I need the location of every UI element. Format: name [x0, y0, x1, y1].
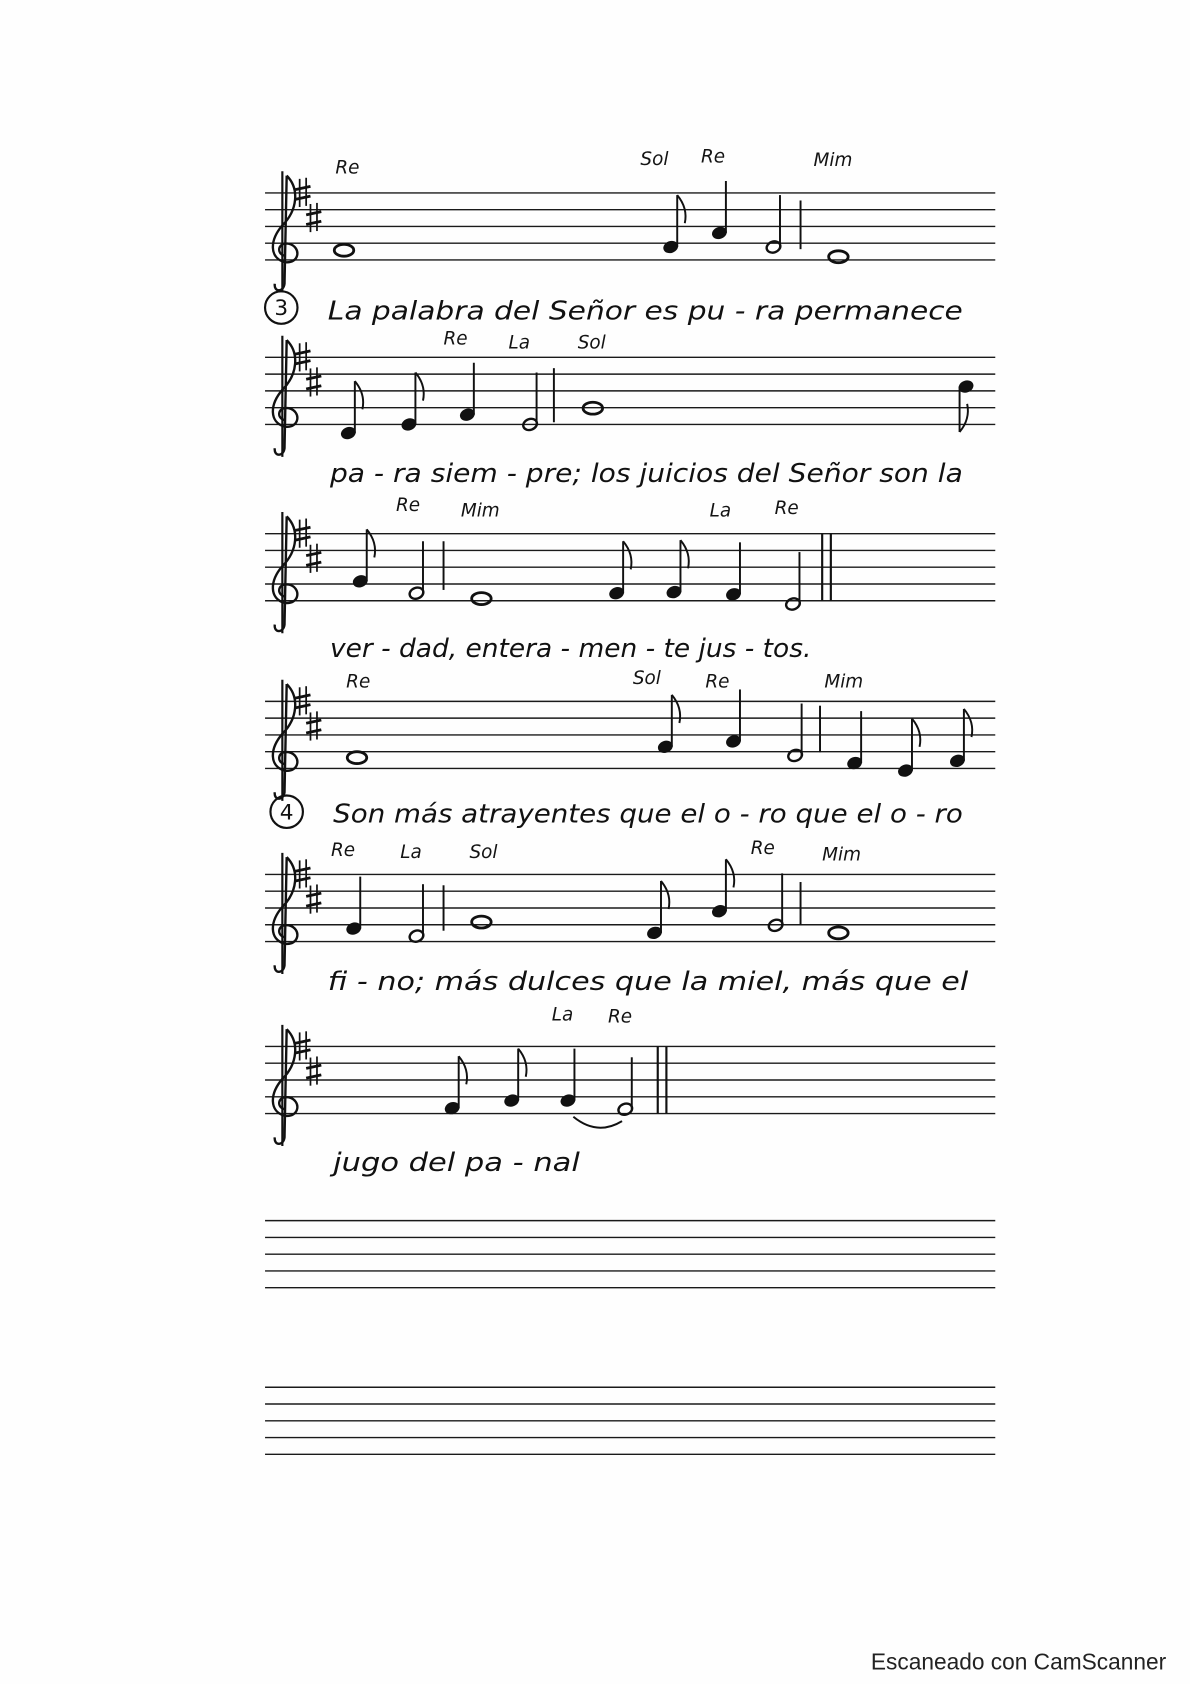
- sharp-stroke: [306, 552, 321, 555]
- half-note: [785, 552, 802, 611]
- chord-label: La: [400, 842, 422, 864]
- chord-label: Mim: [813, 149, 853, 171]
- eighth-note: [503, 1049, 526, 1108]
- sharp-icon: [306, 367, 321, 396]
- eighth-note: [897, 719, 920, 778]
- note-head: [829, 927, 848, 939]
- chord-label: Mim: [822, 844, 862, 866]
- chord-label: Re: [705, 671, 730, 693]
- eighth-note: [646, 881, 669, 940]
- chord-label: Sol: [577, 332, 606, 354]
- chord-label: Re: [335, 157, 360, 179]
- note-head: [829, 251, 848, 263]
- whole-note: [472, 593, 491, 605]
- eighth-note: [340, 381, 363, 440]
- slur: [573, 1117, 622, 1128]
- note-flag: [964, 709, 972, 737]
- eighth-note: [352, 529, 375, 588]
- chord-label: Sol: [469, 842, 498, 864]
- chord-label: Re: [346, 671, 371, 693]
- note-head: [334, 244, 353, 256]
- eighth-note: [657, 695, 680, 754]
- sharp-stroke: [295, 186, 310, 189]
- half-note: [765, 195, 782, 254]
- quarter-note: [725, 689, 742, 748]
- chord-label: Re: [395, 494, 421, 516]
- sharp-stroke: [295, 695, 310, 698]
- sharp-stroke: [306, 730, 321, 733]
- chord-label: La: [551, 1004, 574, 1026]
- sharp-stroke: [295, 868, 310, 871]
- whole-note: [347, 752, 366, 764]
- eighth-note: [711, 859, 734, 918]
- half-note: [522, 372, 539, 431]
- note-flag: [726, 859, 734, 887]
- note-flag: [661, 881, 669, 909]
- quarter-note: [459, 363, 476, 422]
- chord-label: La: [709, 500, 732, 522]
- whole-note: [334, 244, 353, 256]
- chord-label: Re: [443, 328, 468, 350]
- sharp-stroke: [295, 351, 310, 354]
- note-flag: [680, 540, 688, 568]
- whole-note: [829, 927, 848, 939]
- chord-label: Sol: [632, 668, 661, 690]
- sharp-stroke: [306, 221, 321, 224]
- verse-number: 4: [279, 800, 294, 826]
- sharp-stroke: [295, 196, 310, 199]
- note-flag: [355, 381, 363, 409]
- sharp-stroke: [295, 361, 310, 364]
- sharp-stroke: [306, 720, 321, 723]
- sharp-stroke: [295, 1050, 310, 1053]
- sharp-stroke: [295, 527, 310, 530]
- verse-number: 3: [274, 296, 289, 322]
- sharp-icon: [306, 1056, 321, 1085]
- eighth-note: [666, 540, 689, 599]
- half-note: [767, 873, 784, 932]
- half-note: [617, 1057, 634, 1116]
- sharp-stroke: [306, 893, 321, 896]
- chord-label: Re: [774, 498, 799, 520]
- note-flag: [912, 719, 920, 747]
- half-note: [408, 884, 425, 943]
- note-head: [472, 593, 491, 605]
- sharp-icon: [306, 203, 321, 232]
- half-note: [787, 704, 804, 763]
- whole-note: [472, 916, 491, 928]
- chord-label: Re: [750, 837, 775, 859]
- sharp-icon: [306, 544, 321, 573]
- note-head: [472, 916, 491, 928]
- lyrics-line: jugo del pa - nal: [329, 1147, 581, 1178]
- eighth-note: [662, 195, 685, 254]
- sharp-stroke: [306, 1075, 321, 1078]
- quarter-note: [725, 542, 742, 601]
- sharp-icon: [306, 884, 321, 913]
- sharp-stroke: [306, 562, 321, 565]
- eighth-note: [444, 1056, 467, 1115]
- quarter-note: [711, 181, 728, 240]
- lyrics-line: pa - ra siem - pre; los juicios del Señor son la: [328, 458, 963, 489]
- scanner-watermark: Escaneado con CamScanner: [870, 1648, 1167, 1675]
- lyrics-line: La palabra del Señor es pu - ra permanece: [327, 296, 963, 327]
- chord-label: La: [508, 332, 530, 354]
- lyrics-line: ver - dad, entera - men - te jus - tos.: [329, 634, 812, 665]
- quarter-note: [559, 1049, 576, 1108]
- eighth-note: [400, 372, 423, 431]
- sharp-stroke: [295, 878, 310, 881]
- note-head: [347, 752, 366, 764]
- lyrics-line: fi - no; más dulces que la miel, más que el: [327, 967, 970, 998]
- note-flag: [623, 541, 631, 569]
- quarter-note: [345, 877, 362, 936]
- lyrics-line: Son más atrayentes que el o - ro que el o - ro: [333, 799, 963, 830]
- chord-label: Re: [607, 1006, 633, 1028]
- sharp-stroke: [295, 537, 310, 540]
- sharp-stroke: [295, 1040, 310, 1043]
- sharp-stroke: [295, 705, 310, 708]
- sharp-stroke: [306, 903, 321, 906]
- sharp-icon: [306, 711, 321, 740]
- chord-label: Re: [331, 840, 356, 862]
- sharp-stroke: [306, 386, 321, 389]
- chord-label: Sol: [640, 148, 669, 170]
- chord-label: Re: [701, 146, 726, 168]
- whole-note: [829, 251, 848, 263]
- sharp-stroke: [306, 376, 321, 379]
- sharp-stroke: [306, 212, 321, 215]
- sharp-stroke: [306, 1065, 321, 1068]
- chord-label: Mim: [460, 500, 500, 522]
- chord-label: Mim: [824, 671, 864, 693]
- quarter-note: [846, 711, 863, 770]
- note-flag: [415, 372, 423, 400]
